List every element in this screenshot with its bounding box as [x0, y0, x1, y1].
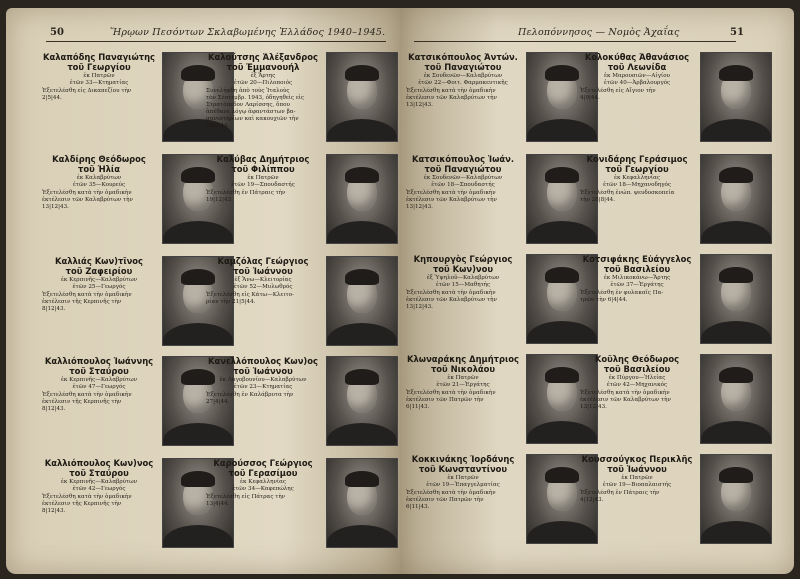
- origin-age-occupation: [40, 377, 158, 391]
- detail-line: ἐκ Μαρουσιῶν—Αἰγίου: [604, 73, 670, 79]
- origin-age-occupation: [204, 73, 322, 87]
- execution-note: [404, 190, 522, 211]
- person-name: Κουσσούγκος Περικλῆς: [581, 454, 693, 464]
- detail-line: ἐτῶν 19—Σπουδαστής: [231, 182, 295, 188]
- portrait-hair: [345, 269, 379, 285]
- detail-line: ἐκ Καλαβρύτων: [76, 175, 122, 181]
- execution-note: [578, 88, 696, 102]
- detail-line: ἐτῶν 20—Πιλοποιός: [233, 80, 293, 86]
- person-name: Καμζόλας Γεώργιος: [217, 256, 309, 266]
- note-line: ἐκτέλεσιν τῶν Καλαβρύτων τὴν: [42, 197, 133, 203]
- running-title: Ἥρῳων Πεσόντων Σκλαβωμένης Ἑλλάδος 1940–1945.: [110, 27, 386, 38]
- portrait-shoulders: [327, 221, 397, 244]
- detail-line: ἐκ Μιλικοκάνω—Ἄρτης: [603, 275, 671, 281]
- detail-line: ἐτῶν 15—Μαθητής: [435, 282, 491, 288]
- person-name: Κολοκύθας Ἀθανάσιος: [584, 52, 690, 62]
- portrait-hair: [345, 65, 379, 81]
- detail-line: ἐκ Πατρῶν: [447, 475, 479, 481]
- person-name: Καλούτσης Ἀλέξανδρος: [208, 52, 318, 62]
- note-line: Ἐξετελέσθη εἰς Πάτρας τὴν: [206, 494, 286, 500]
- execution-note: [404, 490, 522, 511]
- portrait-hair: [545, 65, 579, 81]
- note-line: 13|12|43.: [406, 204, 433, 210]
- memorial-entry: [404, 254, 598, 348]
- detail-line: ἐτῶν 42—Γεωργός: [72, 486, 126, 492]
- origin-age-occupation: [40, 277, 158, 291]
- note-line: 13|12|43.: [406, 102, 433, 108]
- execution-note: [40, 88, 158, 102]
- entry-text: [404, 254, 522, 311]
- origin-age-occupation: [404, 73, 522, 87]
- entry-text: [578, 52, 696, 102]
- execution-note: [578, 190, 696, 204]
- portrait-hair: [545, 167, 579, 183]
- detail-line: ἐξ Ἄνω—Κλειτορίας: [234, 277, 292, 283]
- note-line: 8|12|43.: [42, 406, 66, 412]
- origin-age-occupation: [578, 175, 696, 189]
- person-name: Κοκκινάκης Ἰορδάνης: [411, 454, 515, 464]
- detail-line: ἐτῶν 34—Καφεπώλης: [232, 486, 294, 492]
- entry-text: [204, 154, 322, 204]
- portrait-hair: [345, 471, 379, 487]
- person-name: Κατσικόπουλος Ἀντών.: [408, 52, 518, 62]
- person-name: Καλδίρης Θεόδωρος: [52, 154, 146, 164]
- note-line: 4|9|44.: [580, 95, 600, 101]
- execution-note: [578, 390, 696, 411]
- memorial-entry: [578, 52, 772, 146]
- note-line: 6|11|43.: [406, 504, 430, 510]
- memorial-entry: [578, 454, 772, 548]
- detail-line: ἐτῶν 18—Μηχανοδηγός: [602, 182, 672, 188]
- note-line: ρίαν τὴν 21|5|44.: [206, 299, 256, 305]
- detail-line: ἐτῶν 19—Βιοπαλαιστής: [602, 482, 672, 488]
- portrait-photo: [700, 354, 772, 444]
- person-name: Κλωναράκης Δημήτριος: [407, 354, 519, 364]
- portrait-photo: [326, 154, 398, 244]
- entry-text: [578, 454, 696, 504]
- memorial-entry: [204, 52, 398, 146]
- detail-line: ἐτῶν 37—Ἐργάτης: [610, 282, 664, 288]
- entry-text: [578, 154, 696, 204]
- portrait-photo: [326, 256, 398, 346]
- origin-age-occupation: [404, 375, 522, 389]
- execution-note: [204, 190, 322, 204]
- father-name: τοῦ Κωνσταντίνου: [418, 464, 508, 474]
- person-name: Κοῦλης Θεόδωρος: [594, 354, 680, 364]
- memorial-entry: [404, 52, 598, 146]
- note-line: 2|5|44.: [42, 95, 62, 101]
- entry-text: [578, 354, 696, 411]
- entry-text: [204, 52, 322, 130]
- detail-line: ἐκ Σουδενῶν—Καλαβρύτων: [423, 175, 503, 181]
- person-name: Κονιδάρης Γεράσιμος: [586, 154, 688, 164]
- execution-note: [204, 88, 322, 130]
- detail-line: ἐκ Πατρῶν: [83, 73, 115, 79]
- note-line: 13|4|44.: [206, 501, 230, 507]
- detail-line: ἐτῶν 21—Ἐργάτης: [436, 382, 490, 388]
- father-name: τοῦ Νικολάου: [430, 364, 496, 374]
- origin-age-occupation: [204, 479, 322, 493]
- detail-line: ἐκ Κερπινῆς—Καλαβρύτων: [60, 277, 138, 283]
- detail-line: ἐτῶν 52—Μυλωθρός: [233, 284, 293, 290]
- father-name: τοῦ Λεωνίδα: [607, 62, 667, 72]
- portrait-shoulders: [701, 421, 771, 444]
- origin-age-occupation: [578, 475, 696, 489]
- note-line: Ἐξετελέσθη κατὰ τὴν ὁμαδικὴν: [406, 390, 496, 396]
- note-line: Ἐξετελέσθη ἐν Πάτραις τὴν: [206, 190, 286, 196]
- portrait-shoulders: [327, 423, 397, 446]
- execution-note: [40, 190, 158, 211]
- page-number: 50: [50, 27, 64, 38]
- portrait-shoulders: [327, 119, 397, 142]
- portrait-shoulders: [701, 119, 771, 142]
- memorial-entry: [578, 254, 772, 348]
- note-line: τὸν Σέπτεμβρ. 1943, ὁδηγηθεὶς εἰς: [206, 95, 305, 101]
- memorial-entry: [404, 154, 598, 248]
- detail-line: ἐξ Ὑψηλοῦ—Καλαβρύτων: [426, 275, 500, 281]
- note-line: ἐκτέλεσιν τῶν Καλαβρύτων τὴν: [406, 95, 497, 101]
- portrait-hair: [345, 167, 379, 183]
- note-line: Ἐξετελέσθη ἐν φυλακαῖς Πα-: [580, 290, 664, 296]
- note-line: τρῶν τὴν 6|4|44.: [580, 297, 628, 303]
- detail-line: ἐκ Λαγοβουνίου—Καλαβρύτων: [219, 377, 307, 383]
- note-line: ἐκτέλεσιν τῆς Κερπινῆς τὴν: [42, 399, 122, 405]
- note-line: Στρατόπεδον Λαρίσσης, ὅπου: [206, 102, 290, 108]
- entry-text: [204, 458, 322, 508]
- father-name: τοῦ Ἰωάννου: [233, 366, 293, 376]
- execution-note: [204, 292, 322, 306]
- portrait-shoulders: [327, 525, 397, 548]
- memorial-entry: [578, 354, 772, 448]
- portrait-photo: [700, 52, 772, 142]
- portrait-hair: [719, 267, 753, 283]
- person-name: Καρούσσος Γεώργιος: [213, 458, 313, 468]
- origin-age-occupation: [40, 175, 158, 189]
- entry-text: [40, 356, 158, 413]
- entry-text: [404, 154, 522, 211]
- detail-line: ἐτῶν 40—Ἀρβαλουργός: [603, 80, 671, 86]
- note-line: 8|12|43.: [42, 508, 66, 514]
- father-name: τοῦ Κων)νου: [432, 264, 494, 274]
- note-line: Ἐξετελέσθη κατὰ τὴν ὁμαδικὴν: [406, 190, 496, 196]
- portrait-hair: [719, 167, 753, 183]
- note-line: Ἐξετελέσθη εἰς Αἴγιον τὴν: [580, 88, 656, 94]
- origin-age-occupation: [578, 375, 696, 389]
- father-name: τοῦ Ἠλία: [78, 164, 120, 174]
- father-name: τοῦ Γεωργίου: [605, 164, 669, 174]
- portrait-hair: [719, 65, 753, 81]
- execution-note: [578, 290, 696, 304]
- detail-line: ἐτῶν 35—Κουρεύς: [72, 182, 126, 188]
- portrait-hair: [719, 367, 753, 383]
- execution-note: [40, 392, 158, 413]
- father-name: τοῦ Φιλίππου: [231, 164, 295, 174]
- note-line: Ἐξετελέσθη ἐν Καλάβρυτα τὴν: [206, 392, 294, 398]
- entry-text: [404, 52, 522, 109]
- origin-age-occupation: [40, 479, 158, 493]
- detail-line: ἐκ Σουδενῶν—Καλαβρύτων: [423, 73, 503, 79]
- note-line: ἐκτέλεσιν τῆς Κερπινῆς τὴν: [42, 299, 122, 305]
- detail-line: ἐτῶν 19—Ἐπαγγελματίας: [426, 482, 500, 488]
- execution-note: [204, 494, 322, 508]
- note-line: ἐκτέλεσιν τῶν Πατρῶν τὴν: [406, 397, 484, 403]
- portrait-photo: [326, 356, 398, 446]
- origin-age-occupation: [204, 277, 322, 291]
- portrait-photo: [700, 454, 772, 544]
- origin-age-occupation: [40, 73, 158, 87]
- header-rule: [414, 41, 736, 42]
- origin-age-occupation: [578, 275, 696, 289]
- father-name: τοῦ Παναγιώτου: [424, 62, 502, 72]
- detail-line: ἐκ Κεφαλληνίας: [240, 479, 286, 485]
- note-line: ἐκτέλεσιν τῶν Καλαβρύτων τὴν: [406, 297, 497, 303]
- origin-age-occupation: [404, 175, 522, 189]
- memorial-entry: [204, 154, 398, 248]
- portrait-photo: [700, 154, 772, 244]
- portrait-hair: [719, 467, 753, 483]
- execution-note: [40, 292, 158, 313]
- note-line: 4|12|43.: [580, 497, 604, 503]
- detail-line: ἐτῶν 23—Κτηματίας: [233, 384, 293, 390]
- running-title: Πελοπόννησος — Νομὸς Ἀχαΐας: [518, 27, 680, 38]
- note-line: Ἐξετελέσθη κατὰ τὴν ὁμαδικὴν: [42, 392, 132, 398]
- father-name: τοῦ Ἰωάννου: [607, 464, 667, 474]
- detail-line: ἐκ Κερπινῆς—Καλαβρύτων: [60, 377, 138, 383]
- note-line: Ἐξετελέσθη ἐν Πάτραις τὴν: [580, 490, 660, 496]
- memorial-entry: [404, 354, 598, 448]
- entry-text: [40, 256, 158, 313]
- person-name: Καλλιόπουλος Ἰωάννης: [44, 356, 154, 366]
- detail-line: ἐκ Πατρῶν: [447, 375, 479, 381]
- memorial-entry: [578, 154, 772, 248]
- person-name: Κοτσιφάκης Εὐάγγελος: [582, 254, 692, 264]
- portrait-hair: [545, 367, 579, 383]
- person-name: Καλλιόπουλος Κων)νος: [44, 458, 154, 468]
- right-header: [400, 25, 794, 41]
- entry-text: [404, 354, 522, 411]
- note-line: 13|12|43.: [580, 404, 607, 410]
- detail-line: ἐτῶν 22—Φοιτ. Φαρμακευτικῆς: [418, 80, 508, 86]
- portrait-shoulders: [701, 521, 771, 544]
- note-line: Ἐξετελέσθη κατὰ τὴν ὁμαδικὴν: [580, 390, 670, 396]
- note-line: Ἐξετελέσθη κατὰ τὴν ὁμαδικὴν: [406, 490, 496, 496]
- note-line: Ἐξετελέσθη κατὰ τὴν ὁμαδικὴν: [42, 190, 132, 196]
- father-name: τοῦ Ἐμμανουήλ: [226, 62, 300, 72]
- entry-text: [578, 254, 696, 304]
- header-rule: [46, 41, 386, 42]
- detail-line: ἐκ Πατρῶν: [247, 175, 279, 181]
- right-page: [400, 8, 794, 574]
- father-name: τοῦ Ἰωάννου: [233, 266, 293, 276]
- note-line: 27|4|44.: [206, 399, 230, 405]
- note-line: 13|12|43.: [42, 204, 69, 210]
- memorial-entry: [204, 458, 398, 552]
- origin-age-occupation: [578, 73, 696, 87]
- left-page: [6, 8, 400, 574]
- note-line: 6|11|43.: [406, 404, 430, 410]
- portrait-photo: [326, 52, 398, 142]
- father-name: τοῦ Σταύρου: [69, 468, 129, 478]
- note-line: Ἐξετελέσθη κατὰ τὴν ὁμαδικὴν: [406, 290, 496, 296]
- note-line: Συνελήφθη ἀπὸ τοὺς Ἰταλοὺς: [206, 88, 290, 94]
- detail-line: ἐτῶν 33—Κτηματίας: [69, 80, 129, 86]
- father-name: τοῦ Ζαφειρίου: [65, 266, 133, 276]
- note-line: ἐκτέλεσιν τῶν Καλαβρύτων τὴν: [580, 397, 671, 403]
- note-line: 19|12|43.: [206, 197, 233, 203]
- origin-age-occupation: [404, 475, 522, 489]
- person-name: Καλαπόδης Παναγιώτης: [42, 52, 155, 62]
- detail-line: ἐτῶν 18—Σπουδαστής: [431, 182, 495, 188]
- portrait-hair: [545, 267, 579, 283]
- note-line: τὴν 28|8|44.: [580, 197, 615, 203]
- portrait-hair: [545, 467, 579, 483]
- father-name: τοῦ Παναγιώτου: [424, 164, 502, 174]
- execution-note: [404, 390, 522, 411]
- entry-text: [404, 454, 522, 511]
- detail-line: ἐκ Κεφαλληνίας: [614, 175, 660, 181]
- page-number: 51: [730, 27, 744, 38]
- note-line: ἐκτέλεσιν τῆς Κερπινῆς τὴν: [42, 501, 122, 507]
- father-name: τοῦ Βασιλείου: [603, 264, 671, 274]
- note-line: 18|6|44.: [206, 123, 230, 129]
- note-line: Ἐξετελέσθη κατὰ τὴν ὁμαδικὴν: [406, 88, 496, 94]
- entry-text: [40, 52, 158, 102]
- father-name: τοῦ Βασιλείου: [603, 364, 671, 374]
- execution-note: [404, 88, 522, 109]
- detail-line: ἐτῶν 42—Μηχανικός: [606, 382, 668, 388]
- detail-line: ἐκ Κερπινῆς—Καλαβρύτων: [60, 479, 138, 485]
- note-line: σανιστηρίων καὶ κακουχιῶν τὴν: [206, 116, 299, 122]
- person-name: Κηπουργὸς Γεώργιος: [413, 254, 513, 264]
- portrait-shoulders: [327, 323, 397, 346]
- origin-age-occupation: [204, 175, 322, 189]
- entry-text: [40, 154, 158, 211]
- entry-text: [204, 356, 322, 406]
- execution-note: [404, 290, 522, 311]
- note-line: Ἐξετελέσθη εἰς Δικαπεζίου τὴν: [42, 88, 132, 94]
- entry-text: [40, 458, 158, 515]
- note-line: 8|12|43.: [42, 306, 66, 312]
- memorial-entry: [204, 356, 398, 450]
- father-name: τοῦ Γερασίμου: [228, 468, 298, 478]
- memorial-entry: [404, 454, 598, 548]
- person-name: Κατσικόπουλος Ἰωάν.: [411, 154, 514, 164]
- execution-note: [40, 494, 158, 515]
- portrait-shoulders: [701, 221, 771, 244]
- left-header: [6, 25, 400, 41]
- detail-line: ἐτῶν 47—Γεωργός: [72, 384, 126, 390]
- origin-age-occupation: [204, 377, 322, 391]
- person-name: Καλλιάς Κων)τῖνος: [54, 256, 144, 266]
- portrait-photo: [326, 458, 398, 548]
- note-line: Ἐξετελέσθη κατὰ τὴν ὁμαδικὴν: [42, 494, 132, 500]
- portrait-photo: [700, 254, 772, 344]
- note-line: Ἐξετελέσθη ἐνώπ. ψευδοσκοπεία: [580, 190, 675, 196]
- origin-age-occupation: [404, 275, 522, 289]
- person-name: Καλύβας Δημήτριος: [216, 154, 310, 164]
- execution-note: [204, 392, 322, 406]
- note-line: ἐκτέλεσιν τῶν Καλαβρύτων τὴν: [406, 197, 497, 203]
- note-line: ἐκτέλεσιν τῶν Πατρῶν τὴν: [406, 497, 484, 503]
- execution-note: [578, 490, 696, 504]
- detail-line: ἐτῶν 25—Γεωργός: [72, 284, 126, 290]
- detail-line: ἐξ Ἄρτης: [250, 73, 276, 79]
- detail-line: ἐκ Πατρῶν: [621, 475, 653, 481]
- portrait-hair: [345, 369, 379, 385]
- note-line: 13|12|43.: [406, 304, 433, 310]
- note-line: ἀπέθανε λόγῳ ἀφαντάστων βα-: [206, 109, 296, 115]
- memorial-entry: [204, 256, 398, 350]
- portrait-shoulders: [701, 321, 771, 344]
- note-line: Ἐξετελέσθη κατὰ τὴν ὁμαδικὴν: [42, 292, 132, 298]
- detail-line: ἐκ Πύργου—Ἠλείας: [608, 375, 666, 381]
- father-name: τοῦ Γεωργίου: [67, 62, 131, 72]
- note-line: Ἐξετελέσθη εἰς Κάτω—Κλειτο-: [206, 292, 294, 298]
- entry-text: [204, 256, 322, 306]
- person-name: Κανελλόπουλος Κων)ος: [208, 356, 318, 366]
- father-name: τοῦ Σταύρου: [69, 366, 129, 376]
